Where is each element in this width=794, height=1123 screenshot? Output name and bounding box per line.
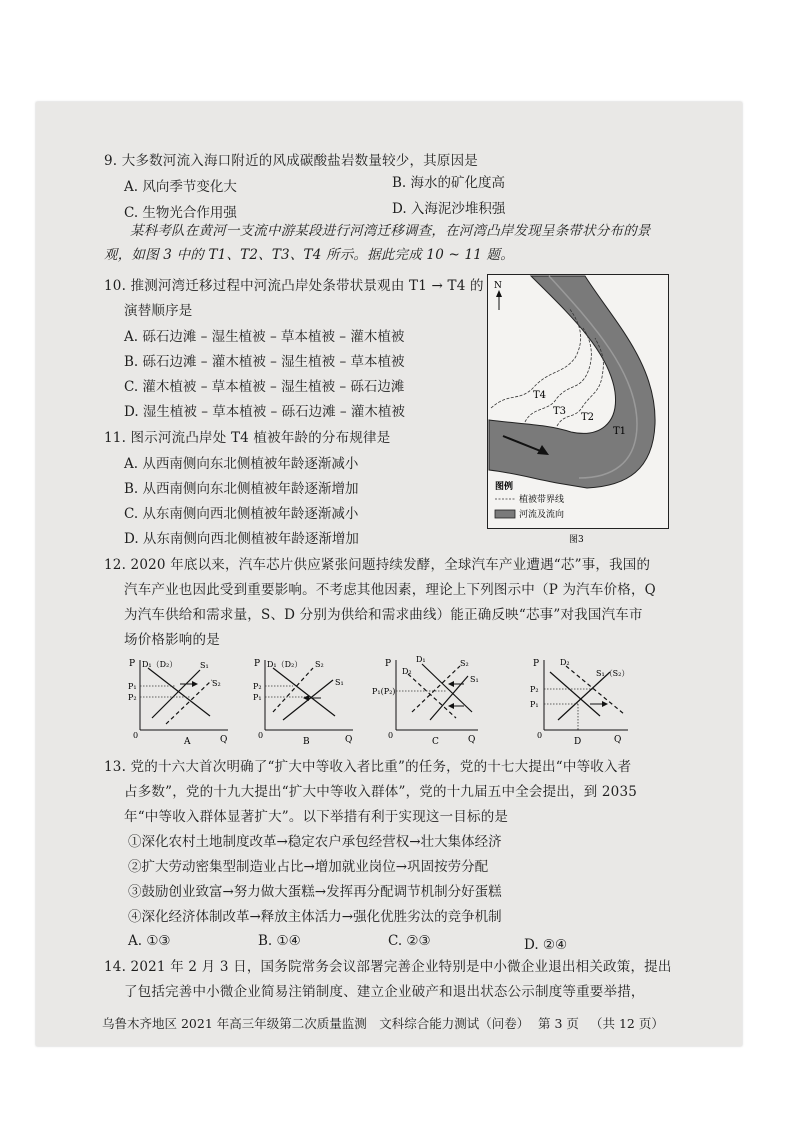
origin-label: 0 xyxy=(133,731,139,740)
footer-page-number: 第 3 页 xyxy=(538,1016,579,1031)
supply-curve-s2 xyxy=(273,668,313,712)
axis-p-label: P xyxy=(533,659,540,669)
figure-caption: 图3 xyxy=(569,535,584,545)
q9-stem: 9. 大多数河流入海口附近的风成碳酸盐岩数量较少，其原因是 xyxy=(104,153,478,169)
graph-c xyxy=(372,654,482,750)
axis-q-label: Q xyxy=(468,735,476,745)
q12-line-3: 为汽车供给和需求量，S、D 分别为供给和需求曲线）能正确反映“芯事”对我国汽车市 xyxy=(124,607,643,623)
q12-line-1: 12. 2020 年底以来，汽车芯片供应紧张问题持续发酵，全球汽车产业遭遇“芯”事，我国的 xyxy=(104,557,651,573)
q12-line-4: 场价格影响的是 xyxy=(124,632,220,648)
q9-option-a: A. 风向季节变化大 xyxy=(124,179,237,195)
label-p1: P₁ xyxy=(530,700,539,709)
q13-line-1: 13. 党的十六大首次明确了“扩大中等收入者比重”的任务，党的十七大提出“中等收入者 xyxy=(104,759,632,775)
q10-option-c: C. 灌木植被 – 草本植被 – 湿生植被 – 砾石边滩 xyxy=(124,379,405,395)
q11-stem: 11. 图示河流凸岸处 T4 植被年龄的分布规律是 xyxy=(104,430,391,446)
label-t1: T1 xyxy=(613,426,627,437)
shift-arrow-head xyxy=(602,701,608,707)
label-p1: P₁ xyxy=(128,682,137,691)
figure-3-svg xyxy=(487,274,669,546)
axis-p-label: P xyxy=(129,659,136,669)
label-d2: D₂ xyxy=(560,658,570,667)
intro-line-2: 观，如图 3 中的 T1、T2、T3、T4 所示。据此完成 10 ~ 11 题。 xyxy=(104,247,514,263)
q13-option-d: D. ②④ xyxy=(524,937,568,953)
axis-q-label: Q xyxy=(220,735,228,745)
graph-label: A xyxy=(184,737,191,747)
label-t3: T3 xyxy=(553,406,567,417)
q14-line-2: 了包括完善中小微企业简易注销制度、建立企业破产和退出状态公示制度等重要举措， xyxy=(124,984,645,1000)
q13-item-3: ③鼓励创业致富→努力做大蛋糕→发挥再分配调节机制分好蛋糕 xyxy=(128,884,502,900)
exam-page xyxy=(36,102,742,1046)
origin-label: 0 xyxy=(537,731,543,740)
north-label: N xyxy=(494,281,502,291)
q10-stem-2: 演替顺序是 xyxy=(124,303,193,319)
q14-line-1: 14. 2021 年 2 月 3 日，国务院常务会议部署完善企业特别是中小微企业退出相关政策，提出 xyxy=(104,959,672,975)
legend-title: 图例 xyxy=(495,482,514,492)
axis-p-label: P xyxy=(385,659,392,669)
q13-option-c: C. ②③ xyxy=(388,933,431,949)
label-s1: S₁ xyxy=(335,678,344,687)
label-d: D₁（D₂） xyxy=(267,660,303,669)
axis-q-label: Q xyxy=(345,735,353,745)
q13-option-a: A. ①③ xyxy=(128,933,171,949)
q11-option-d: D. 从东南侧向西北侧植被年龄逐渐增加 xyxy=(124,531,359,547)
q13-item-4: ④深化经济体制改革→释放主体活力→强化优胜劣汰的竞争机制 xyxy=(128,909,502,925)
q13-line-3: 年“中等收入群体显著扩大”。以下举措有利于实现这一目标的是 xyxy=(124,809,509,825)
label-d2: D₂ xyxy=(402,667,412,676)
shift-arrow-head xyxy=(192,681,198,687)
label-p: P₁(P₂) xyxy=(372,687,396,696)
legend-boundary-label: 植被带界线 xyxy=(519,495,565,505)
label-s2: S₂ xyxy=(460,659,469,668)
demand-curve xyxy=(148,668,210,716)
graph-label: B xyxy=(303,737,310,747)
graph-b xyxy=(253,654,363,750)
origin-label: 0 xyxy=(258,731,264,740)
q12-line-2: 汽车产业也因此受到重要影响。不考虑其他因素，理论上下列图示中（P 为汽车价格，Q xyxy=(124,582,656,598)
demand-curve-d1 xyxy=(550,672,600,716)
supply-curve-s xyxy=(558,672,610,720)
graph-a xyxy=(128,654,238,750)
label-s2: S₂ xyxy=(212,679,221,688)
footer-exam-info: 乌鲁木齐地区 2021 年高三年级第二次质量监测 文科综合能力测试（问卷） xyxy=(102,1016,530,1031)
label-s1: S₁ xyxy=(470,675,479,684)
axis-q-label: Q xyxy=(614,735,622,745)
q10-option-a: A. 砾石边滩 – 湿生植被 – 草本植被 – 灌木植被 xyxy=(124,329,405,345)
supply-curve-s1 xyxy=(430,676,468,720)
label-s1: S₁ xyxy=(200,661,209,670)
q13-option-b: B. ①④ xyxy=(258,933,301,949)
label-t4: T4 xyxy=(533,390,547,401)
intro-line-1: 某科考队在黄河一支流中游某段进行河湾迁移调查，在河湾凸岸发现呈条带状分布的景 xyxy=(130,223,651,239)
graph-d xyxy=(524,654,634,750)
q13-item-2: ②扩大劳动密集型制造业占比→增加就业岗位→巩固按劳分配 xyxy=(128,859,489,875)
q9-option-c: C. 生物光合作用强 xyxy=(124,205,237,221)
supply-shift-arrow-head xyxy=(448,681,454,687)
figure-3-river-map xyxy=(487,274,669,546)
demand-curve-d2 xyxy=(408,674,456,718)
label-p2: P₂ xyxy=(253,682,262,691)
label-s: S₁（S₂） xyxy=(596,669,630,678)
shift-arrow-head xyxy=(303,695,309,701)
legend-river-label: 河流及流向 xyxy=(519,510,565,520)
q11-option-c: C. 从东南侧向西北侧植被年龄逐渐减小 xyxy=(124,506,359,522)
q10-option-b: B. 砾石边滩 – 灌木植被 – 湿生植被 – 草本植被 xyxy=(124,354,405,370)
origin-label: 0 xyxy=(388,731,394,740)
graph-label: C xyxy=(432,737,439,747)
label-d1: D₁ xyxy=(416,655,426,664)
label-t2: T2 xyxy=(581,412,595,423)
q13-line-2: 占多数”，党的十九大提出“扩大中等收入群体”，党的十九届五中全会提出，到 2035 xyxy=(124,784,638,800)
label-s2: S₂ xyxy=(315,660,324,669)
label-p2: P₂ xyxy=(128,693,137,702)
label-p1: P₁ xyxy=(253,693,262,702)
q9-option-b: B. 海水的矿化度高 xyxy=(392,175,506,191)
graph-label: D xyxy=(574,737,582,747)
demand-curve xyxy=(273,668,335,716)
footer-total-pages: （共 12 页） xyxy=(590,1016,664,1031)
demand-curve-d1 xyxy=(422,664,472,712)
q11-option-b: B. 从西南侧向东北侧植被年龄逐渐增加 xyxy=(124,481,359,497)
label-p2: P₂ xyxy=(530,685,539,694)
q11-option-a: A. 从西南侧向东北侧植被年龄逐渐减小 xyxy=(124,456,359,472)
q13-item-1: ①深化农村土地制度改革→稳定农户承包经营权→壮大集体经济 xyxy=(128,834,502,850)
q9-option-d: D. 入海泥沙堆积强 xyxy=(392,201,506,217)
q10-option-d: D. 湿生植被 – 草本植被 – 砾石边滩 – 灌木植被 xyxy=(124,404,405,420)
legend-river-swatch xyxy=(495,510,515,518)
label-d: D₁（D₂） xyxy=(142,660,178,669)
q10-stem-1: 10. 推测河湾迁移过程中河流凸岸处条带状景观由 T1 → T4 的 xyxy=(104,278,484,294)
axis-p-label: P xyxy=(254,659,261,669)
demand-shift-arrow-head xyxy=(448,703,454,709)
